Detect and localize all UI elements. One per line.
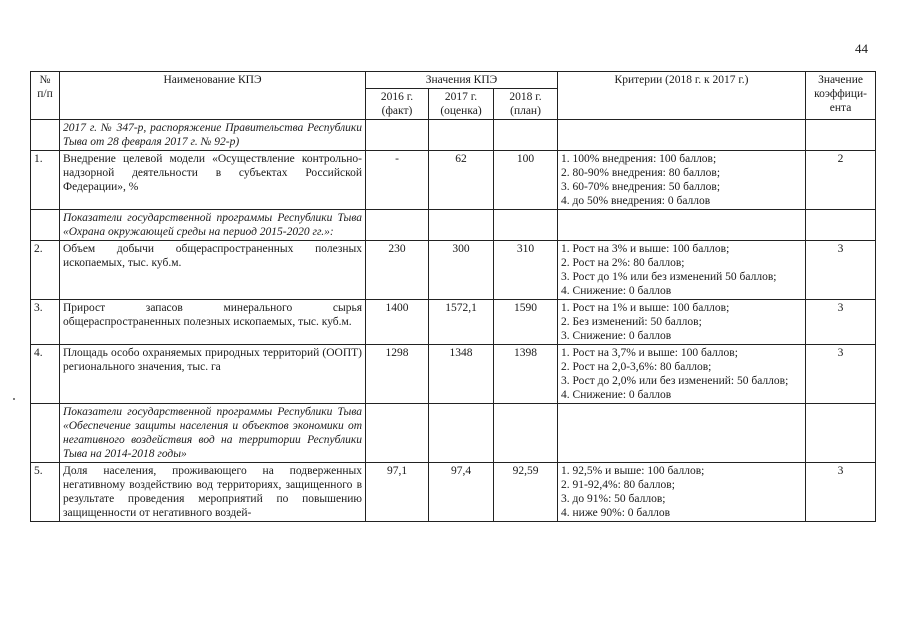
value-2016: 1400: [366, 300, 429, 345]
header-name: Наименование КПЭ: [60, 72, 366, 120]
header-coef: Значение коэффици-ента: [806, 72, 876, 120]
empty-cell: [494, 404, 558, 463]
row-no-cell: [31, 210, 60, 241]
criteria-item: 2. Без изменений: 50 баллов;: [561, 316, 702, 328]
empty-cell: [806, 404, 876, 463]
criteria-item: 4. до 50% внедрения: 0 баллов: [561, 195, 711, 207]
value-2016: 1298: [366, 345, 429, 404]
empty-cell: [806, 120, 876, 151]
criteria-item: 1. 100% внедрения: 100 баллов;: [561, 153, 717, 165]
empty-cell: [366, 210, 429, 241]
criteria-cell: [558, 241, 806, 300]
kpi-name: Объем добычи общераспространенных полезных ископаемых, тыс. куб.м.: [60, 241, 366, 300]
section-row: [31, 210, 876, 241]
criteria-item: 1. Рост на 3,7% и выше: 100 баллов;: [561, 347, 738, 359]
header-criteria: Критерии (2018 г. к 2017 г.): [558, 72, 806, 120]
criteria-item: 3. Рост до 2,0% или без изменений: 50 баллов;: [561, 375, 789, 387]
criteria-item: 1. Рост на 1% и выше: 100 баллов;: [561, 302, 730, 314]
criteria-item: 4. Снижение: 0 баллов: [561, 285, 672, 297]
header-2018: 2018 г. (план): [494, 89, 558, 120]
empty-cell: [494, 210, 558, 241]
row-number: 5.: [31, 463, 60, 522]
row-number: 4.: [31, 345, 60, 404]
row-no-cell: [31, 120, 60, 151]
empty-cell: [366, 120, 429, 151]
kpi-name: Площадь особо охраняемых природных территорий (ООПТ) регионального значения, тыс. га: [60, 345, 366, 404]
criteria-cell: [558, 463, 806, 522]
value-2017: 97,4: [429, 463, 494, 522]
empty-cell: [429, 210, 494, 241]
kpi-name: Доля населения, проживающего на подверженных негативному воздействию вод территориях, защищенного в результате проведения мероприятий по повышению защищенности от негативного воздей-: [60, 463, 366, 522]
value-2018: 1398: [494, 345, 558, 404]
criteria-cell: [558, 151, 806, 210]
page-number: 44: [855, 41, 868, 56]
row-number: 1.: [31, 151, 60, 210]
value-2018: 310: [494, 241, 558, 300]
kpi-name: Прирост запасов минерального сырья общераспространенных полезных ископаемых, тыс. куб.м.: [60, 300, 366, 345]
coefficient-value: 3: [806, 345, 876, 404]
value-2017: 1572,1: [429, 300, 494, 345]
header-2017: 2017 г. (оценка): [429, 89, 494, 120]
row-number: 3.: [31, 300, 60, 345]
criteria-item: 2. Рост на 2,0-3,6%: 80 баллов;: [561, 361, 712, 373]
value-2016: 230: [366, 241, 429, 300]
criteria-cell: [558, 300, 806, 345]
margin-mark: [13, 398, 15, 400]
table-row: [31, 151, 876, 210]
row-no-cell: [31, 404, 60, 463]
empty-cell: [494, 120, 558, 151]
table-row: [31, 463, 876, 522]
table-row: [31, 300, 876, 345]
table-row: [31, 241, 876, 300]
value-2017: 300: [429, 241, 494, 300]
section-row: [31, 404, 876, 463]
coefficient-value: 3: [806, 241, 876, 300]
section-title: Показатели государственной программы Республики Тыва «Обеспечение защиты населения и объектов экономики от негативного воздействия вод на территории Республики Тыва на 2014-2018 годы»: [60, 404, 366, 463]
row-number: 2.: [31, 241, 60, 300]
value-2018: 100: [494, 151, 558, 210]
table-row: [31, 345, 876, 404]
section-row: [31, 120, 876, 151]
coefficient-value: 3: [806, 300, 876, 345]
kpi-name: Внедрение целевой модели «Осуществление контрольно-надзорной деятельности в субъектах Российской Федерации», %: [60, 151, 366, 210]
criteria-item: 3. 60-70% внедрения: 50 баллов;: [561, 181, 721, 193]
header-values: Значения КПЭ: [366, 72, 558, 89]
criteria-item: 2. 91-92,4%: 80 баллов;: [561, 479, 675, 491]
criteria-item: 2. 80-90% внедрения: 80 баллов;: [561, 167, 721, 179]
value-2017: 1348: [429, 345, 494, 404]
criteria-item: 3. до 91%: 50 баллов;: [561, 493, 666, 505]
coefficient-value: 2: [806, 151, 876, 210]
coefficient-value: 3: [806, 463, 876, 522]
table-header-row: [31, 72, 876, 89]
empty-cell: [558, 120, 806, 151]
header-no: № п/п: [31, 72, 60, 120]
empty-cell: [366, 404, 429, 463]
value-2017: 62: [429, 151, 494, 210]
criteria-item: 1. Рост на 3% и выше: 100 баллов;: [561, 243, 730, 255]
criteria-cell: [558, 345, 806, 404]
kpi-table: [30, 71, 876, 522]
criteria-item: 1. 92,5% и выше: 100 баллов;: [561, 465, 705, 477]
value-2018: 92,59: [494, 463, 558, 522]
criteria-item: 2. Рост на 2%: 80 баллов;: [561, 257, 685, 269]
criteria-item: 3. Рост до 1% или без изменений 50 баллов;: [561, 271, 777, 283]
criteria-item: 4. Снижение: 0 баллов: [561, 389, 672, 401]
section-title: 2017 г. № 347-р, распоряжение Правительства Республики Тыва от 28 февраля 2017 г. № 92-р): [60, 120, 366, 151]
empty-cell: [558, 404, 806, 463]
criteria-item: 4. ниже 90%: 0 баллов: [561, 507, 671, 519]
empty-cell: [429, 120, 494, 151]
value-2016: 97,1: [366, 463, 429, 522]
empty-cell: [806, 210, 876, 241]
empty-cell: [429, 404, 494, 463]
criteria-item: 3. Снижение: 0 баллов: [561, 330, 672, 342]
header-2016: 2016 г. (факт): [366, 89, 429, 120]
section-title: Показатели государственной программы Республики Тыва «Охрана окружающей среды на период 2015-2020 гг.»:: [60, 210, 366, 241]
empty-cell: [558, 210, 806, 241]
value-2016: -: [366, 151, 429, 210]
value-2018: 1590: [494, 300, 558, 345]
